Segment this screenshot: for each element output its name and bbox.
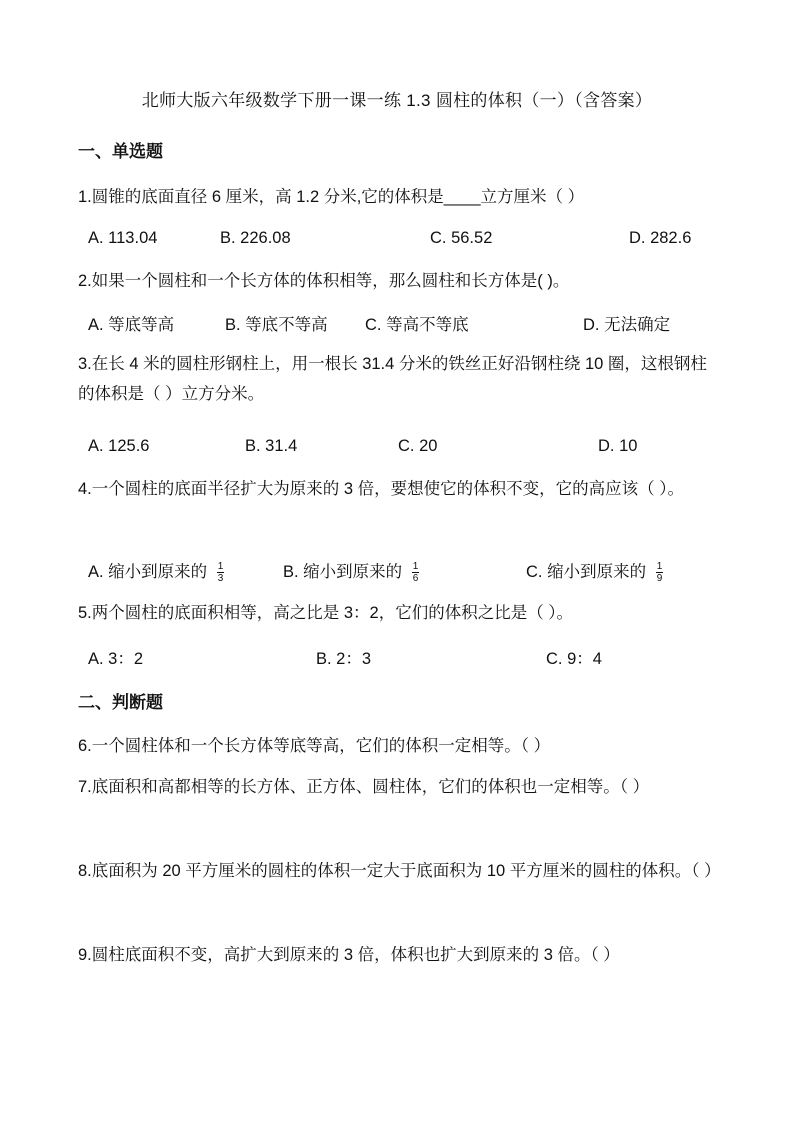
q3-option-c: C. 20: [398, 437, 438, 455]
question-9: 9.圆柱底面积不变，高扩大到原来的 3 倍，体积也扩大到原来的 3 倍。（ ）: [78, 946, 620, 964]
q4-option-c-numerator: 1: [656, 561, 663, 573]
q5-option-b: B. 2：3: [316, 650, 372, 668]
q4-option-a: [88, 558, 224, 584]
q4-option-b-fraction: [412, 561, 420, 584]
q1-option-a: A. 113.04: [88, 229, 158, 247]
section-heading-single-choice: 一、单选题: [78, 142, 163, 161]
q3-option-d: D. 10: [598, 437, 638, 455]
q4-option-c-denominator: 9: [656, 573, 663, 585]
q4-option-a-numerator: 1: [217, 561, 224, 573]
question-5: 5.两个圆柱的底面积相等，高之比是 3：2，它们的体积之比是（ ）。: [78, 604, 574, 622]
question-8: 8.底面积为 20 平方厘米的圆柱的体积一定大于底面积为 10 平方厘米的圆柱的体积。（ ）: [78, 862, 721, 880]
question-2: 2.如果一个圆柱和一个长方体的体积相等，那么圆柱和长方体是( )。: [78, 272, 570, 290]
question-1: 1.圆锥的底面直径 6 厘米，高 1.2 分米,它的体积是____立方厘米（ ）: [78, 188, 585, 206]
q4-option-c-label: C. 缩小到原来的: [526, 563, 647, 581]
q4-option-a-label: A. 缩小到原来的: [88, 563, 208, 581]
q3-option-a: A. 125.6: [88, 437, 150, 455]
q5-option-c: C. 9：4: [546, 650, 602, 668]
q4-option-c: [526, 558, 663, 584]
q1-option-c: C. 56.52: [430, 229, 493, 247]
q2-option-d: D. 无法确定: [583, 316, 671, 334]
q2-option-b: B. 等底不等高: [225, 316, 328, 334]
document-title: 北师大版六年级数学下册一课一练 1.3 圆柱的体积（一）（含答案）: [141, 91, 653, 110]
q1-option-b: B. 226.08: [220, 229, 291, 247]
question-7: 7.底面积和高都相等的长方体、正方体、圆柱体，它们的体积也一定相等。（ ）: [78, 778, 650, 796]
section-heading-true-false: 二、判断题: [78, 693, 163, 712]
q4-option-b-denominator: 6: [412, 573, 419, 585]
question-6: 6.一个圆柱体和一个长方体等底等高，它们的体积一定相等。（ ）: [78, 737, 551, 755]
question-4: 4.一个圆柱的底面半径扩大为原来的 3 倍，要想使它的体积不变，它的高应该（ ）。: [78, 480, 684, 498]
q5-option-a: A. 3：2: [88, 650, 144, 668]
q4-option-c-fraction: [656, 561, 664, 584]
q3-option-b: B. 31.4: [245, 437, 298, 455]
q4-option-a-fraction: [217, 561, 225, 584]
q2-option-a: A. 等底等高: [88, 316, 175, 334]
question-3: 3.在长 4 米的圆柱形钢柱上，用一根长 31.4 分米的铁丝正好沿钢柱绕 10 圈，这根钢柱的体积是（ ）立方分米。: [78, 355, 707, 403]
q2-option-c: C. 等高不等底: [365, 316, 469, 334]
q4-option-b-numerator: 1: [412, 561, 419, 573]
q4-option-b-label: B. 缩小到原来的: [283, 563, 403, 581]
q4-option-a-denominator: 3: [217, 573, 224, 585]
q4-option-b: [283, 558, 419, 584]
q1-option-d: D. 282.6: [629, 229, 692, 247]
